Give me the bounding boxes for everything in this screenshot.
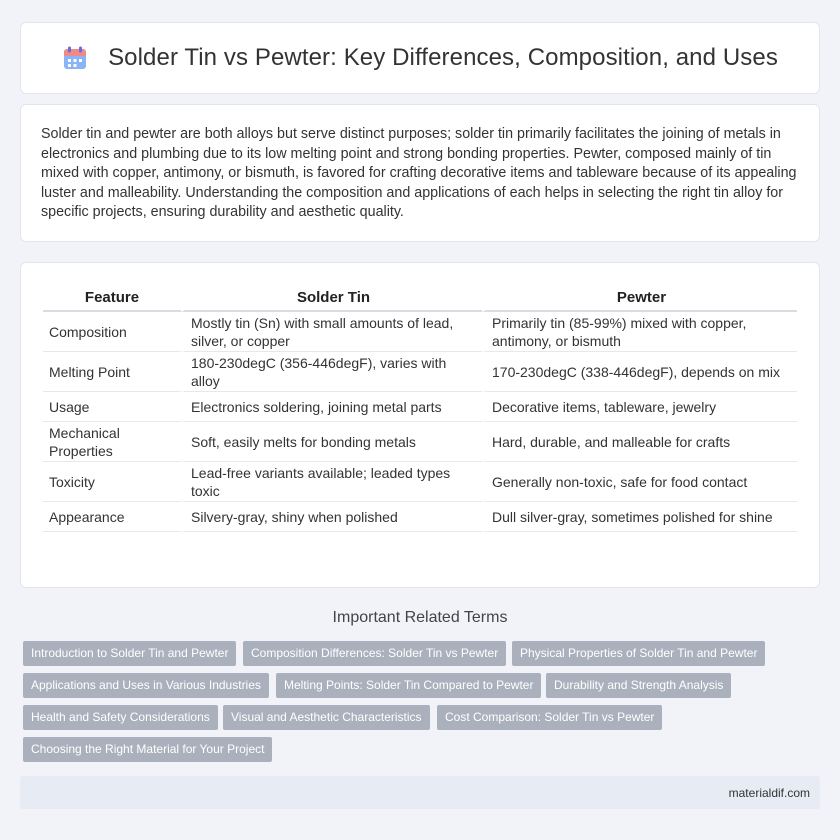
cell-pewter: 170-230degC (338-446degF), depends on mix [482, 352, 797, 392]
header-feature: Feature [43, 283, 181, 312]
cell-pewter: Dull silver-gray, sometimes polished for shine [482, 502, 797, 532]
intro-paragraph: Solder tin and pewter are both alloys but serve distinct purposes; solder tin primarily facilitates the joining of metals in electronics and plumbing due to its low melting point and strong bonding properties. Pewter, composed mainly of tin mixed with copper, antimony, or bismuth, is favored for crafting decorative items and tableware because of its appealing luster and malleability. Understanding the composition and applications of each helps in selecting the right tin alloy for specific projects, ensuring durability and aesthetic quality. [41, 126, 797, 221]
table-header-row [43, 283, 797, 312]
cell-solder-tin: Electronics soldering, joining metal parts [181, 392, 482, 422]
footer [20, 776, 820, 809]
header-card [20, 22, 820, 94]
page-title: Solder Tin vs Pewter: Key Differences, Composition, and Uses [108, 44, 778, 71]
cell-solder-tin: 180-230degC (356-446degF), varies with alloy [181, 352, 482, 392]
related-tag[interactable]: Composition Differences: Solder Tin vs Pewter [243, 641, 506, 666]
related-tag[interactable]: Cost Comparison: Solder Tin vs Pewter [437, 705, 662, 730]
table-row [43, 352, 797, 392]
cell-solder-tin: Silvery-gray, shiny when polished [181, 502, 482, 532]
related-terms-title: Important Related Terms [332, 609, 508, 626]
table-row [43, 312, 797, 352]
table-row [43, 462, 797, 502]
comparison-table-card [20, 262, 820, 588]
table-row [43, 502, 797, 532]
table-row [43, 422, 797, 462]
cell-pewter: Hard, durable, and malleable for crafts [482, 422, 797, 462]
cell-solder-tin: Mostly tin (Sn) with small amounts of lead, silver, or copper [181, 312, 482, 352]
cell-feature: Toxicity [43, 462, 181, 502]
comparison-table [43, 283, 797, 532]
cell-feature: Appearance [43, 502, 181, 532]
footer-site[interactable]: materialdif.com [728, 785, 810, 800]
intro-card [20, 104, 820, 242]
cell-feature: Composition [43, 312, 181, 352]
table-row [43, 392, 797, 422]
cell-pewter: Primarily tin (85-99%) mixed with copper, antimony, or bismuth [482, 312, 797, 352]
related-tag[interactable]: Applications and Uses in Various Industries [23, 673, 269, 698]
cell-feature: Usage [43, 392, 181, 422]
calendar-icon [62, 45, 88, 71]
cell-feature: Mechanical Properties [43, 422, 181, 462]
cell-solder-tin: Soft, easily melts for bonding metals [181, 422, 482, 462]
related-tag[interactable]: Health and Safety Considerations [23, 705, 218, 730]
cell-feature: Melting Point [43, 352, 181, 392]
cell-pewter: Generally non-toxic, safe for food contact [482, 462, 797, 502]
cell-pewter: Decorative items, tableware, jewelry [482, 392, 797, 422]
cell-solder-tin: Lead-free variants available; leaded types toxic [181, 462, 482, 502]
related-tag[interactable]: Physical Properties of Solder Tin and Pewter [512, 641, 765, 666]
header-pewter: Pewter [482, 283, 797, 312]
related-tag[interactable]: Visual and Aesthetic Characteristics [223, 705, 430, 730]
related-tag[interactable]: Introduction to Solder Tin and Pewter [23, 641, 236, 666]
related-tag[interactable]: Choosing the Right Material for Your Project [23, 737, 272, 762]
header-solder-tin: Solder Tin [181, 283, 482, 312]
related-tag[interactable]: Durability and Strength Analysis [546, 673, 731, 698]
related-tag[interactable]: Melting Points: Solder Tin Compared to Pewter [276, 673, 541, 698]
